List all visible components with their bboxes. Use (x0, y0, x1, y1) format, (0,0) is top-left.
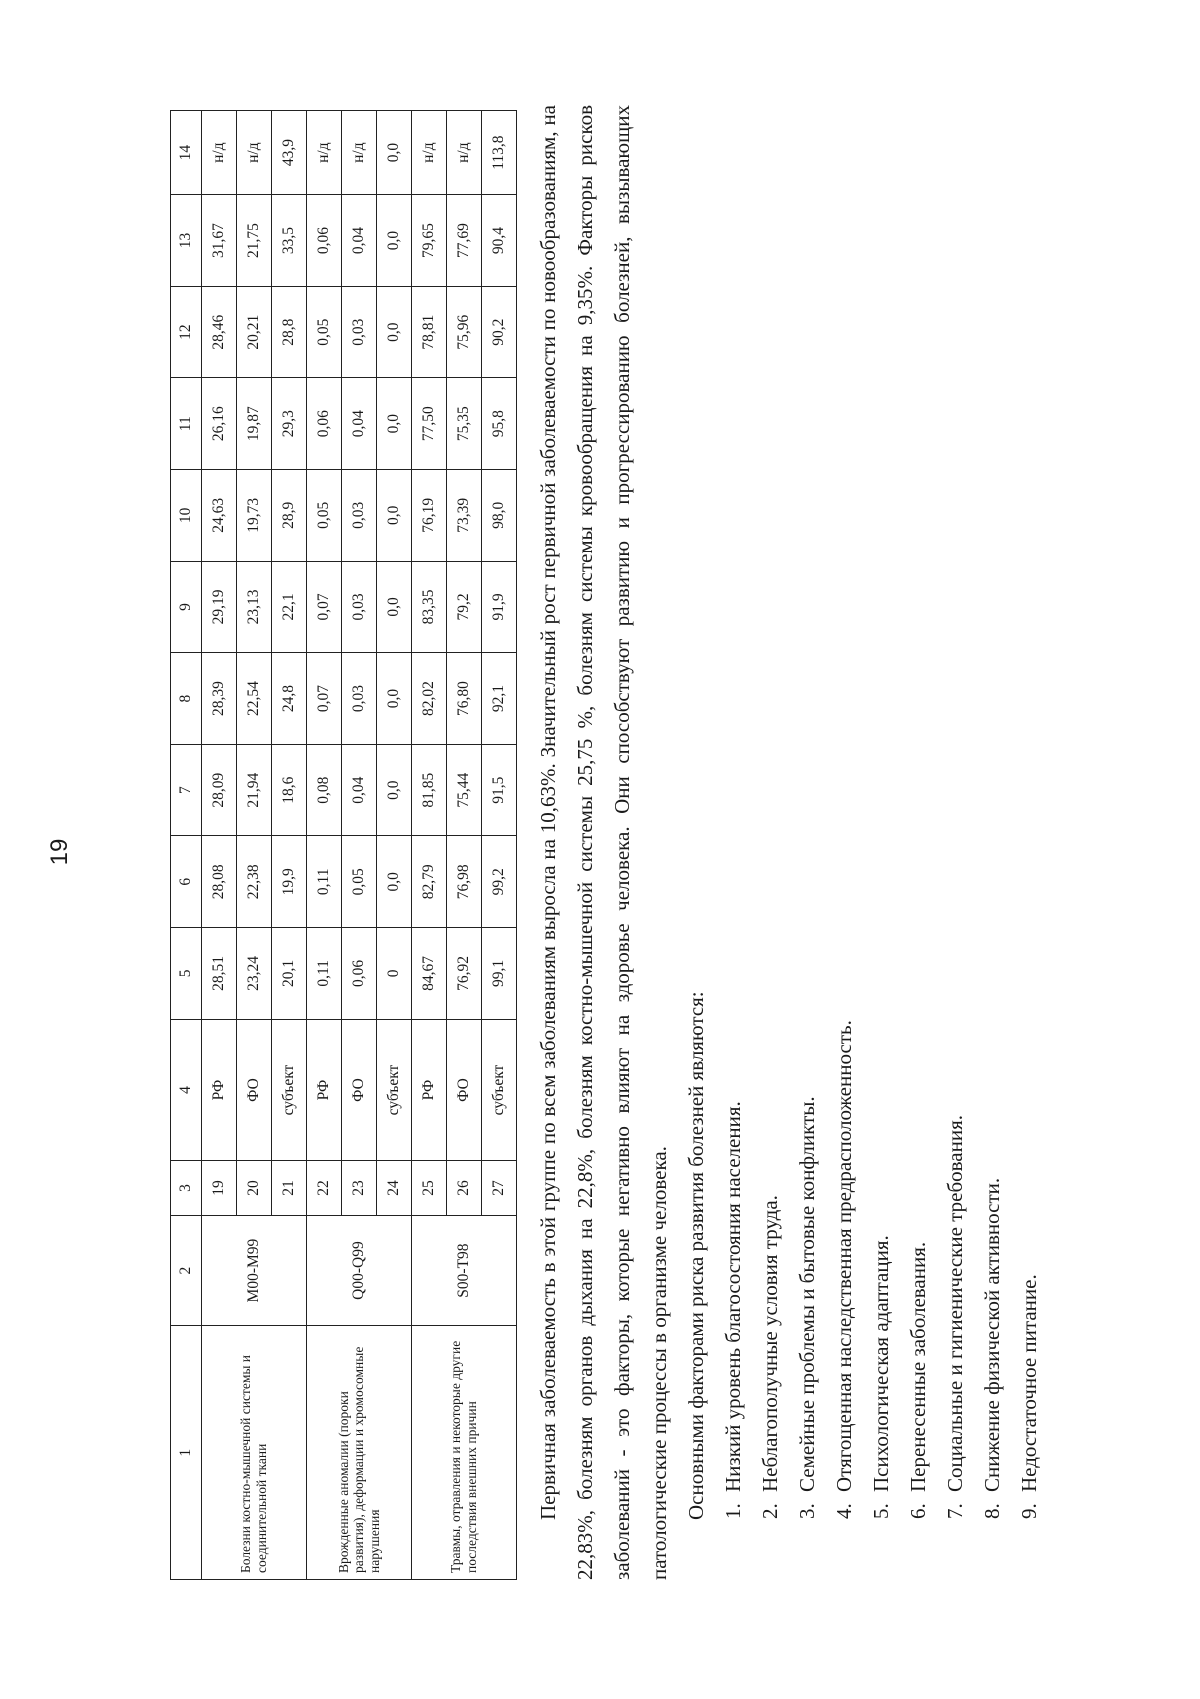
value-cell: 0,04 (342, 744, 377, 836)
value-cell: 0,0 (377, 286, 412, 378)
territory-level: РФ (307, 1019, 342, 1161)
column-header: 2 (171, 1215, 202, 1326)
value-cell: н/д (202, 111, 237, 195)
value-cell: 91,5 (482, 744, 517, 836)
value-cell: 77,69 (447, 195, 482, 287)
value-cell: 0,0 (377, 195, 412, 287)
value-cell: 90,2 (482, 286, 517, 378)
risk-factor-item: 3. Семейные проблемы и бытовые конфликты. (789, 105, 826, 1498)
row-number: 20 (237, 1161, 272, 1215)
paragraph-morbidity-growth: Первичная заболеваемость в этой группе по всем заболеваниям выросла на 10,63%. Значительный рост первичной заболеваемости по новообразованиям, на 22,83%, болезням органов дыхания на 22,8%, болезням костно-мышечной системы 25,75 %, болезням системы кровообращения на 9,35%. Факторы рисков заболеваний - это факторы, которые негативно влияют на здоровье человека. Они способствуют развитию и прогрессированию болезней, вызывающих патологические процессы в организме человека. (536, 105, 671, 1580)
morbidity-table (170, 110, 517, 1580)
value-cell: 77,50 (412, 378, 447, 470)
value-cell: 22,54 (237, 653, 272, 745)
value-cell: 19,87 (237, 378, 272, 470)
territory-level: субъект (482, 1019, 517, 1161)
table-body (202, 111, 517, 1580)
value-cell: 28,09 (202, 744, 237, 836)
value-cell: 28,08 (202, 836, 237, 928)
value-cell: 75,44 (447, 744, 482, 836)
value-cell: 76,19 (412, 470, 447, 562)
column-header: 6 (171, 836, 202, 928)
value-cell: 0,03 (342, 561, 377, 653)
value-cell: 24,63 (202, 470, 237, 562)
icd-code: M00-M99 (202, 1215, 307, 1326)
value-cell: 33,5 (272, 195, 307, 287)
table-row (412, 111, 447, 1580)
risk-factor-item: 5. Психологическая адаптация. (863, 105, 900, 1498)
risk-factor-item: 2. Неблагополучные условия труда. (752, 105, 789, 1498)
risk-factor-item: 8. Снижение физической активности. (974, 105, 1011, 1498)
risk-factor-item: 6. Перенесенные заболевания. (900, 105, 937, 1498)
value-cell: 0,0 (377, 111, 412, 195)
value-cell: 73,39 (447, 470, 482, 562)
page-number: 19 (46, 838, 73, 866)
value-cell: 26,16 (202, 378, 237, 470)
row-number: 26 (447, 1161, 482, 1215)
header-row (171, 111, 202, 1580)
value-cell: н/д (412, 111, 447, 195)
value-cell: 22,1 (272, 561, 307, 653)
value-cell: 0,11 (307, 836, 342, 928)
value-cell: 0,0 (377, 744, 412, 836)
value-cell: 0,0 (377, 836, 412, 928)
territory-level: ФО (447, 1019, 482, 1161)
row-number: 21 (272, 1161, 307, 1215)
disease-group-name: Травмы, отравления и некоторые другие последствия внешних причин (412, 1326, 517, 1580)
value-cell: 95,8 (482, 378, 517, 470)
value-cell: 28,39 (202, 653, 237, 745)
column-header: 5 (171, 928, 202, 1020)
value-cell: 19,9 (272, 836, 307, 928)
row-number: 24 (377, 1161, 412, 1215)
value-cell: 0,03 (342, 470, 377, 562)
value-cell: 76,98 (447, 836, 482, 928)
value-cell: 0,0 (377, 561, 412, 653)
row-number: 25 (412, 1161, 447, 1215)
risk-factor-item: 7. Социальные и гигиенические требования. (937, 105, 974, 1498)
value-cell: 82,79 (412, 836, 447, 928)
column-header: 1 (171, 1326, 202, 1580)
column-header: 12 (171, 286, 202, 378)
value-cell: 0,05 (342, 836, 377, 928)
column-header: 9 (171, 561, 202, 653)
value-cell: 20,21 (237, 286, 272, 378)
value-cell: 24,8 (272, 653, 307, 745)
value-cell: 0,05 (307, 286, 342, 378)
value-cell: 0,03 (342, 653, 377, 745)
value-cell: 28,46 (202, 286, 237, 378)
column-header: 11 (171, 378, 202, 470)
value-cell: 99,1 (482, 928, 517, 1020)
value-cell: н/д (447, 111, 482, 195)
risk-factors-list (715, 105, 1048, 1580)
value-cell: 0,11 (307, 928, 342, 1020)
value-cell: 0,03 (342, 286, 377, 378)
territory-level: субъект (272, 1019, 307, 1161)
column-header: 13 (171, 195, 202, 287)
row-number: 23 (342, 1161, 377, 1215)
value-cell: 79,2 (447, 561, 482, 653)
value-cell: н/д (307, 111, 342, 195)
territory-level: ФО (342, 1019, 377, 1161)
value-cell: 99,2 (482, 836, 517, 928)
column-header: 3 (171, 1161, 202, 1215)
value-cell: 29,3 (272, 378, 307, 470)
value-cell: 0,0 (377, 653, 412, 745)
value-cell: 92,1 (482, 653, 517, 745)
table-row (202, 111, 237, 1580)
value-cell: 19,73 (237, 470, 272, 562)
disease-group-name: Болезни костно-мышечной системы и соединительной ткани (202, 1326, 307, 1580)
value-cell: 0,04 (342, 195, 377, 287)
value-cell: 28,9 (272, 470, 307, 562)
value-cell: 78,81 (412, 286, 447, 378)
value-cell: 98,0 (482, 470, 517, 562)
value-cell: 0,06 (342, 928, 377, 1020)
column-header: 7 (171, 744, 202, 836)
row-number: 27 (482, 1161, 517, 1215)
body-text (530, 105, 1048, 1580)
icd-code: S00-T98 (412, 1215, 517, 1326)
risk-factor-item: 1. Низкий уровень благосостояния населения. (715, 105, 752, 1498)
value-cell: 28,8 (272, 286, 307, 378)
territory-level: РФ (202, 1019, 237, 1161)
value-cell: 90,4 (482, 195, 517, 287)
column-header: 8 (171, 653, 202, 745)
value-cell: 0,07 (307, 653, 342, 745)
value-cell: 43,9 (272, 111, 307, 195)
value-cell: 22,38 (237, 836, 272, 928)
value-cell: 113,8 (482, 111, 517, 195)
value-cell: 23,13 (237, 561, 272, 653)
table-header (171, 111, 202, 1580)
value-cell: 76,92 (447, 928, 482, 1020)
icd-code: Q00-Q99 (307, 1215, 412, 1326)
table-row (307, 111, 342, 1580)
value-cell: 23,24 (237, 928, 272, 1020)
value-cell: 79,65 (412, 195, 447, 287)
value-cell: 0,05 (307, 470, 342, 562)
value-cell: 83,35 (412, 561, 447, 653)
territory-level: субъект (377, 1019, 412, 1161)
value-cell: н/д (342, 111, 377, 195)
value-cell: 91,9 (482, 561, 517, 653)
value-cell: 82,02 (412, 653, 447, 745)
column-header: 10 (171, 470, 202, 562)
value-cell: н/д (237, 111, 272, 195)
value-cell: 84,67 (412, 928, 447, 1020)
disease-group-name: Врожденные аномалии (пороки развития), деформации и хромосомные нарушения (307, 1326, 412, 1580)
value-cell: 81,85 (412, 744, 447, 836)
value-cell: 0,06 (307, 195, 342, 287)
value-cell: 0 (377, 928, 412, 1020)
value-cell: 21,75 (237, 195, 272, 287)
value-cell: 21,94 (237, 744, 272, 836)
risk-factor-item: 4. Отягощенная наследственная предрасположенность. (826, 105, 863, 1498)
value-cell: 76,80 (447, 653, 482, 745)
rotated-page-content (170, 85, 1120, 1605)
risk-factor-item: 9. Недостаточное питание. (1011, 105, 1048, 1498)
row-number: 22 (307, 1161, 342, 1215)
paragraph-risk-factors-intro: Основными факторами риска развития болезней являются: (684, 991, 708, 1520)
value-cell: 0,04 (342, 378, 377, 470)
value-cell: 0,07 (307, 561, 342, 653)
value-cell: 31,67 (202, 195, 237, 287)
value-cell: 20,1 (272, 928, 307, 1020)
value-cell: 28,51 (202, 928, 237, 1020)
value-cell: 0,06 (307, 378, 342, 470)
value-cell: 0,0 (377, 470, 412, 562)
row-number: 19 (202, 1161, 237, 1215)
value-cell: 0,0 (377, 378, 412, 470)
territory-level: ФО (237, 1019, 272, 1161)
value-cell: 75,96 (447, 286, 482, 378)
value-cell: 29,19 (202, 561, 237, 653)
column-header: 4 (171, 1019, 202, 1161)
column-header: 14 (171, 111, 202, 195)
value-cell: 75,35 (447, 378, 482, 470)
value-cell: 18,6 (272, 744, 307, 836)
territory-level: РФ (412, 1019, 447, 1161)
value-cell: 0,08 (307, 744, 342, 836)
